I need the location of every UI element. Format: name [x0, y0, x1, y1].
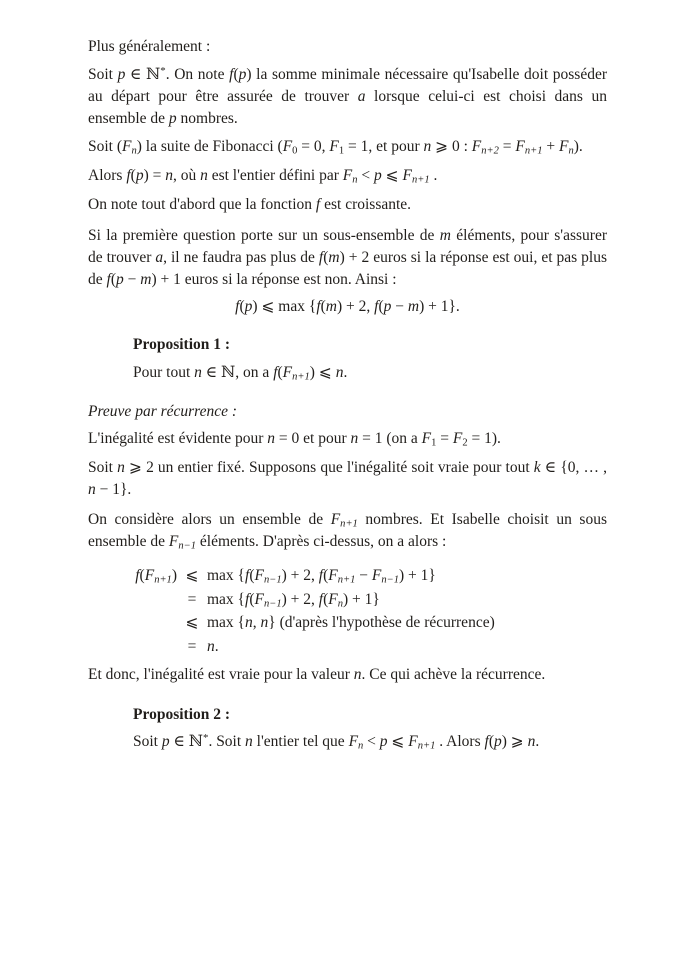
derivation-relation: ⩽ — [185, 614, 199, 631]
derivation-line — [127, 564, 607, 588]
derivation-lhs — [127, 588, 177, 612]
derivation-rhs: n. — [207, 637, 219, 655]
derivation-relation: ⩽ — [185, 567, 199, 584]
paragraph-induction-hypothesis: Soit n ⩾ 2 un entier fixé. Supposons que l'inégalité soit vraie pour tout k ∈ {0, … , n − 1}. — [88, 459, 608, 498]
paragraph-plus-generalement: Plus généralement : — [88, 38, 211, 55]
paragraph-base-case: L'inégalité est évidente pour n = 0 et pour n = 1 (on a F1 = F2 = 1). — [88, 430, 501, 449]
derivation-lhs — [127, 611, 177, 635]
equation-max-fp: f(p) ⩽ max {f(m) + 2, f(p − m) + 1}. — [235, 298, 460, 315]
derivation-lhs — [127, 635, 177, 659]
derivation-line — [127, 635, 607, 659]
derivation-block — [127, 564, 607, 658]
paragraph-strategie: Si la première question porte sur un sous-ensemble de m éléments, pour s'assurer de trouver a, il ne faudra pas plus de f(m) + 2 euros si la réponse est oui, et pas plus de f(p − m) + 1 euros si la réponse est non. Ainsi : — [88, 227, 607, 288]
derivation-lhs: f(Fn+1) — [135, 567, 177, 586]
proposition-1-body: Pour tout n ∈ ℕ, on a f(Fn+1) ⩽ n. — [133, 364, 348, 383]
derivation-rhs: max {f(Fn−1) + 2, f(Fn+1 − Fn−1) + 1} — [207, 567, 436, 586]
proposition-1-title: Proposition 1 : — [133, 336, 231, 353]
derivation-relation: = — [187, 637, 197, 655]
proposition-2-body: Soit p ∈ ℕ*. Soit n l'entier tel que Fn < p ⩽ Fn+1 . Alors f(p) ⩾ n. — [133, 732, 540, 752]
paragraph-fibonacci: Soit (Fn) la suite de Fibonacci (F0 = 0, F1 = 1, et pour n ⩾ 0 : Fn+2 = Fn+1 + Fn). — [88, 138, 583, 157]
derivation-line — [127, 611, 607, 635]
paragraph-croissante: On note tout d'abord que la fonction f est croissante. — [88, 196, 412, 213]
derivation-line — [127, 588, 607, 612]
paragraph-definition-f: Soit p ∈ ℕ*. On note f(p) la somme minimale nécessaire qu'Isabelle doit posséder au départ pour être assurée de trouver a lorsque celui-ci est choisi dans un ensemble de p nombres. — [88, 65, 607, 127]
preuve-heading: Preuve par récurrence : — [88, 403, 238, 420]
paragraph-alors-fp: Alors f(p) = n, où n est l'entier défini par Fn < p ⩽ Fn+1 . — [88, 167, 438, 186]
paragraph-conclusion: Et donc, l'inégalité est vraie pour la valeur n. Ce qui achève la récurrence. — [88, 666, 546, 683]
proposition-2-title: Proposition 2 : — [133, 706, 231, 723]
derivation-rhs: max {f(Fn−1) + 2, f(Fn) + 1} — [207, 590, 380, 609]
paragraph-considere-ensemble: On considère alors un ensemble de Fn+1 nombres. Et Isabelle choisit un sous ensemble de Fn−1 éléments. D'après ci-dessus, on a alors : — [88, 511, 607, 552]
derivation-rhs: max {n, n} (d'après l'hypothèse de récurrence) — [207, 614, 495, 631]
derivation-relation: = — [187, 590, 197, 608]
